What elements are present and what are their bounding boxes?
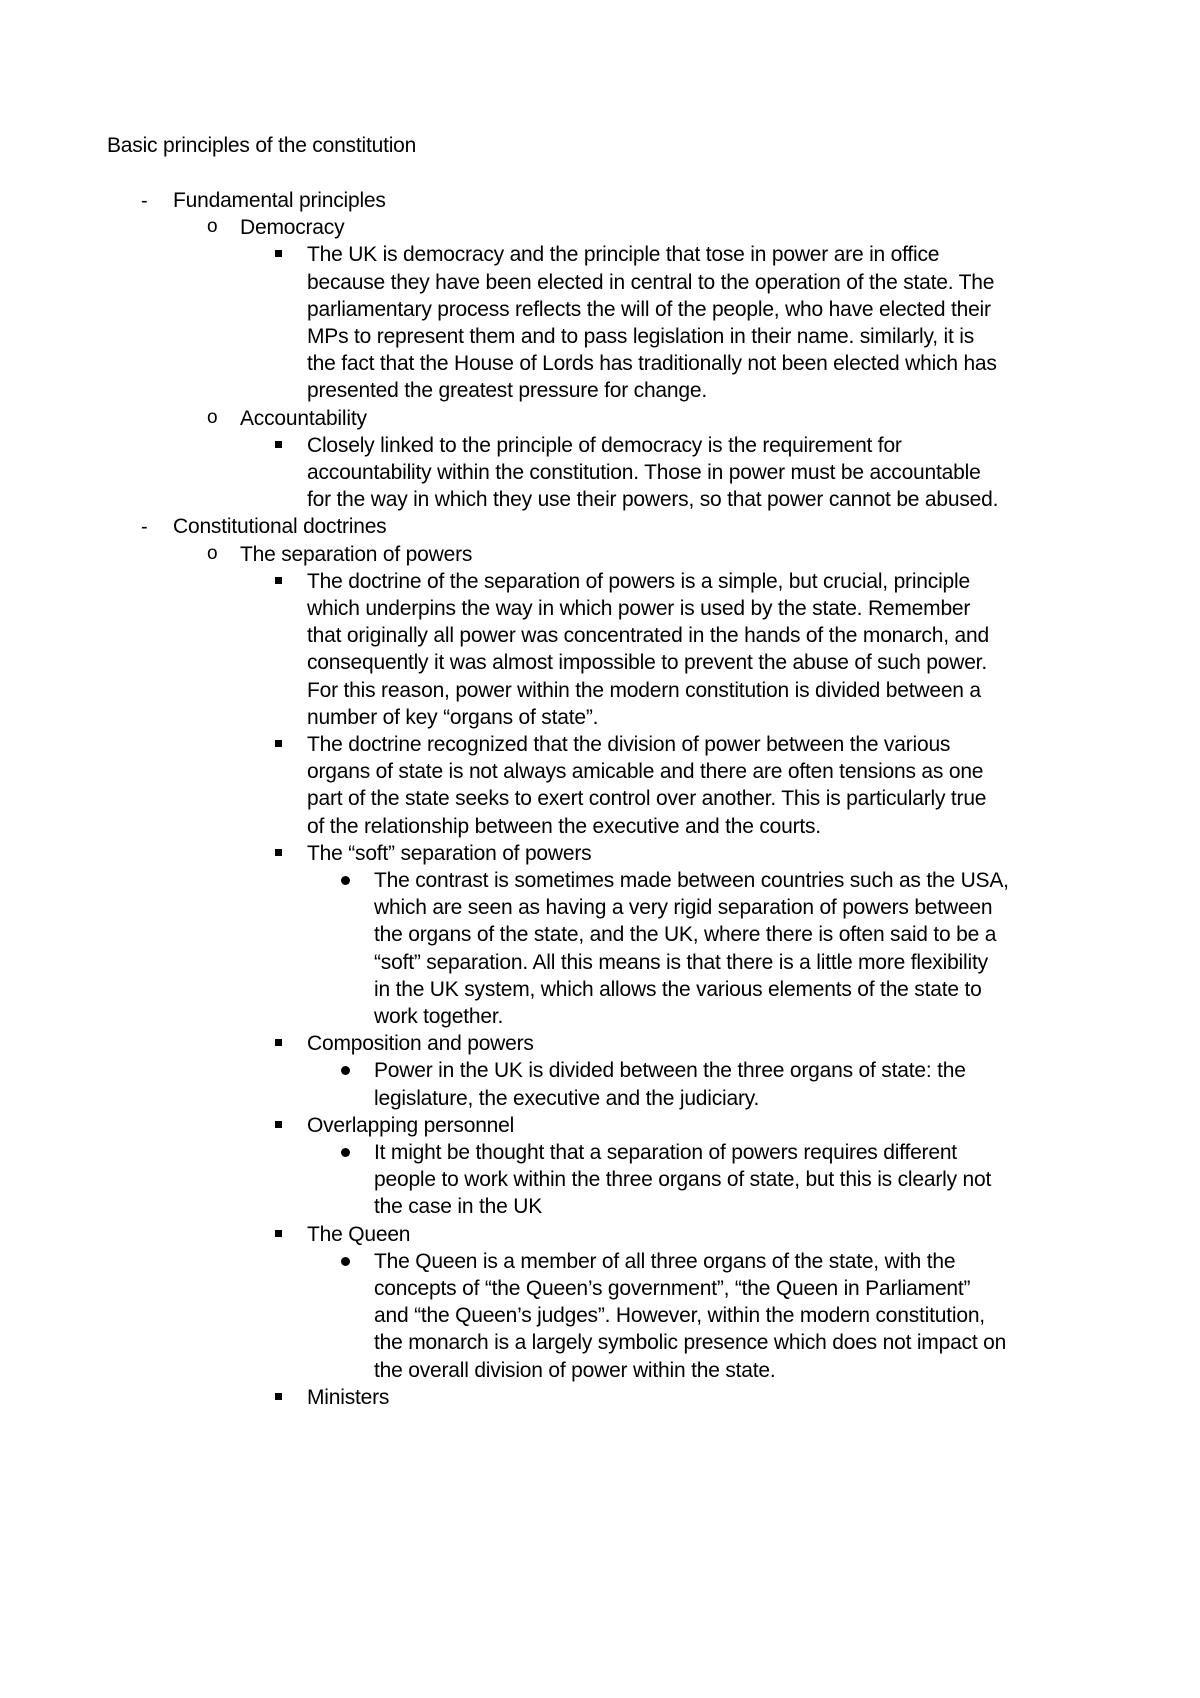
point-text-line: number of key “organs of state”. [307,705,599,729]
point-text-line: for the way in which they use their powers, so that power cannot be abused. [307,488,999,512]
point-text-line: The UK is democracy and the principle that tose in power are in office [307,243,940,267]
round-bullet-icon [341,1066,350,1075]
subpoint-text-line: and “the Queen’s judges”. However, within the modern constitution, [374,1304,985,1328]
circle-bullet-icon: o [207,406,218,428]
point-text-line: the fact that the House of Lords has traditionally not been elected which has [307,352,997,376]
point-text-line: accountability within the constitution. Those in power must be accountable [307,461,981,484]
subpoint-text-line: people to work within the three organs of state, but this is clearly not [374,1168,992,1192]
circle-bullet-icon: o [207,542,218,564]
round-bullet-icon [341,1257,350,1266]
section-heading: Constitutional doctrines [173,515,387,539]
point-text-line: part of the state seeks to exert control over another. This is particularly true [307,787,987,811]
square-bullet-icon [275,1039,282,1046]
subpoint-text-line: the organs of the state, and the UK, where there is often said to be a [374,923,997,947]
subpoint-text-line: Power in the UK is divided between the three organs of state: the [374,1059,966,1083]
point-text-line: Composition and powers [307,1032,534,1056]
subpoint-text-line: the monarch is a largely symbolic presence which does not impact on [374,1331,1007,1355]
subsection-heading: The separation of powers [240,542,473,566]
square-bullet-icon [275,849,282,856]
subpoint-text-line: concepts of “the Queen’s government”, “the Queen in Parliament” [374,1277,971,1300]
point-text-line: The doctrine of the separation of powers is a simple, but crucial, principle [307,569,970,593]
point-text-line: Overlapping personnel [307,1113,515,1137]
dash-bullet-icon: - [141,516,148,539]
point-text-line: presented the greatest pressure for change. [307,379,707,403]
subsection-heading: Accountability [240,406,367,430]
subpoint-text-line: It might be thought that a separation of powers requires different [374,1141,957,1164]
subpoint-text-line: in the UK system, which allows the various elements of the state to [374,977,982,1001]
point-text-line: MPs to represent them and to pass legislation in their name. similarly, it is [307,325,974,348]
point-text-line: which underpins the way in which power is used by the state. Remember [307,597,971,620]
dash-bullet-icon: - [141,190,148,212]
point-text-line: because they have been elected in central to the operation of the state. The [307,270,995,294]
square-bullet-icon [275,1230,282,1237]
square-bullet-icon [275,250,282,257]
subpoint-text-line: The contrast is sometimes made between countries such as the USA, [374,869,1009,892]
subpoint-text-line: the case in the UK [374,1195,542,1219]
point-text-line: of the relationship between the executive and the courts. [307,814,821,838]
point-text-line: Closely linked to the principle of democracy is the requirement for [307,433,902,457]
point-text-line: consequently it was almost impossible to prevent the abuse of such power. [307,651,987,675]
section-heading: Fundamental principles [173,189,386,212]
circle-bullet-icon: o [207,216,218,238]
subpoint-text-line: legislature, the executive and the judiciary. [374,1086,760,1110]
point-text-line: Ministers [307,1385,390,1409]
point-text-line: For this reason, power within the modern constitution is divided between a [307,678,981,702]
point-text-line: The doctrine recognized that the division of power between the various [307,733,951,756]
square-bullet-icon [275,1121,282,1128]
point-text-line: parliamentary process reflects the will of the people, who have elected their [307,297,991,321]
square-bullet-icon [275,441,282,448]
page-title: Basic principles of the constitution [107,134,417,157]
point-text-line: The “soft” separation of powers [307,841,592,865]
square-bullet-icon [275,577,282,584]
round-bullet-icon [341,1148,350,1157]
subpoint-text-line: “soft” separation. All this means is that there is a little more flexibility [374,950,988,974]
point-text-line: that originally all power was concentrated in the hands of the monarch, and [307,624,989,648]
square-bullet-icon [275,740,282,747]
subsection-heading: Democracy [240,216,345,240]
point-text-line: organs of state is not always amicable and there are often tensions as one [307,760,984,784]
square-bullet-icon [275,1393,282,1400]
point-text-line: The Queen [307,1222,411,1246]
subpoint-text-line: The Queen is a member of all three organs of the state, with the [374,1249,956,1273]
subpoint-text-line: the overall division of power within the state. [374,1358,776,1382]
subpoint-text-line: which are seen as having a very rigid separation of powers between [374,896,993,920]
subpoint-text-line: work together. [374,1005,504,1028]
round-bullet-icon [341,876,350,885]
